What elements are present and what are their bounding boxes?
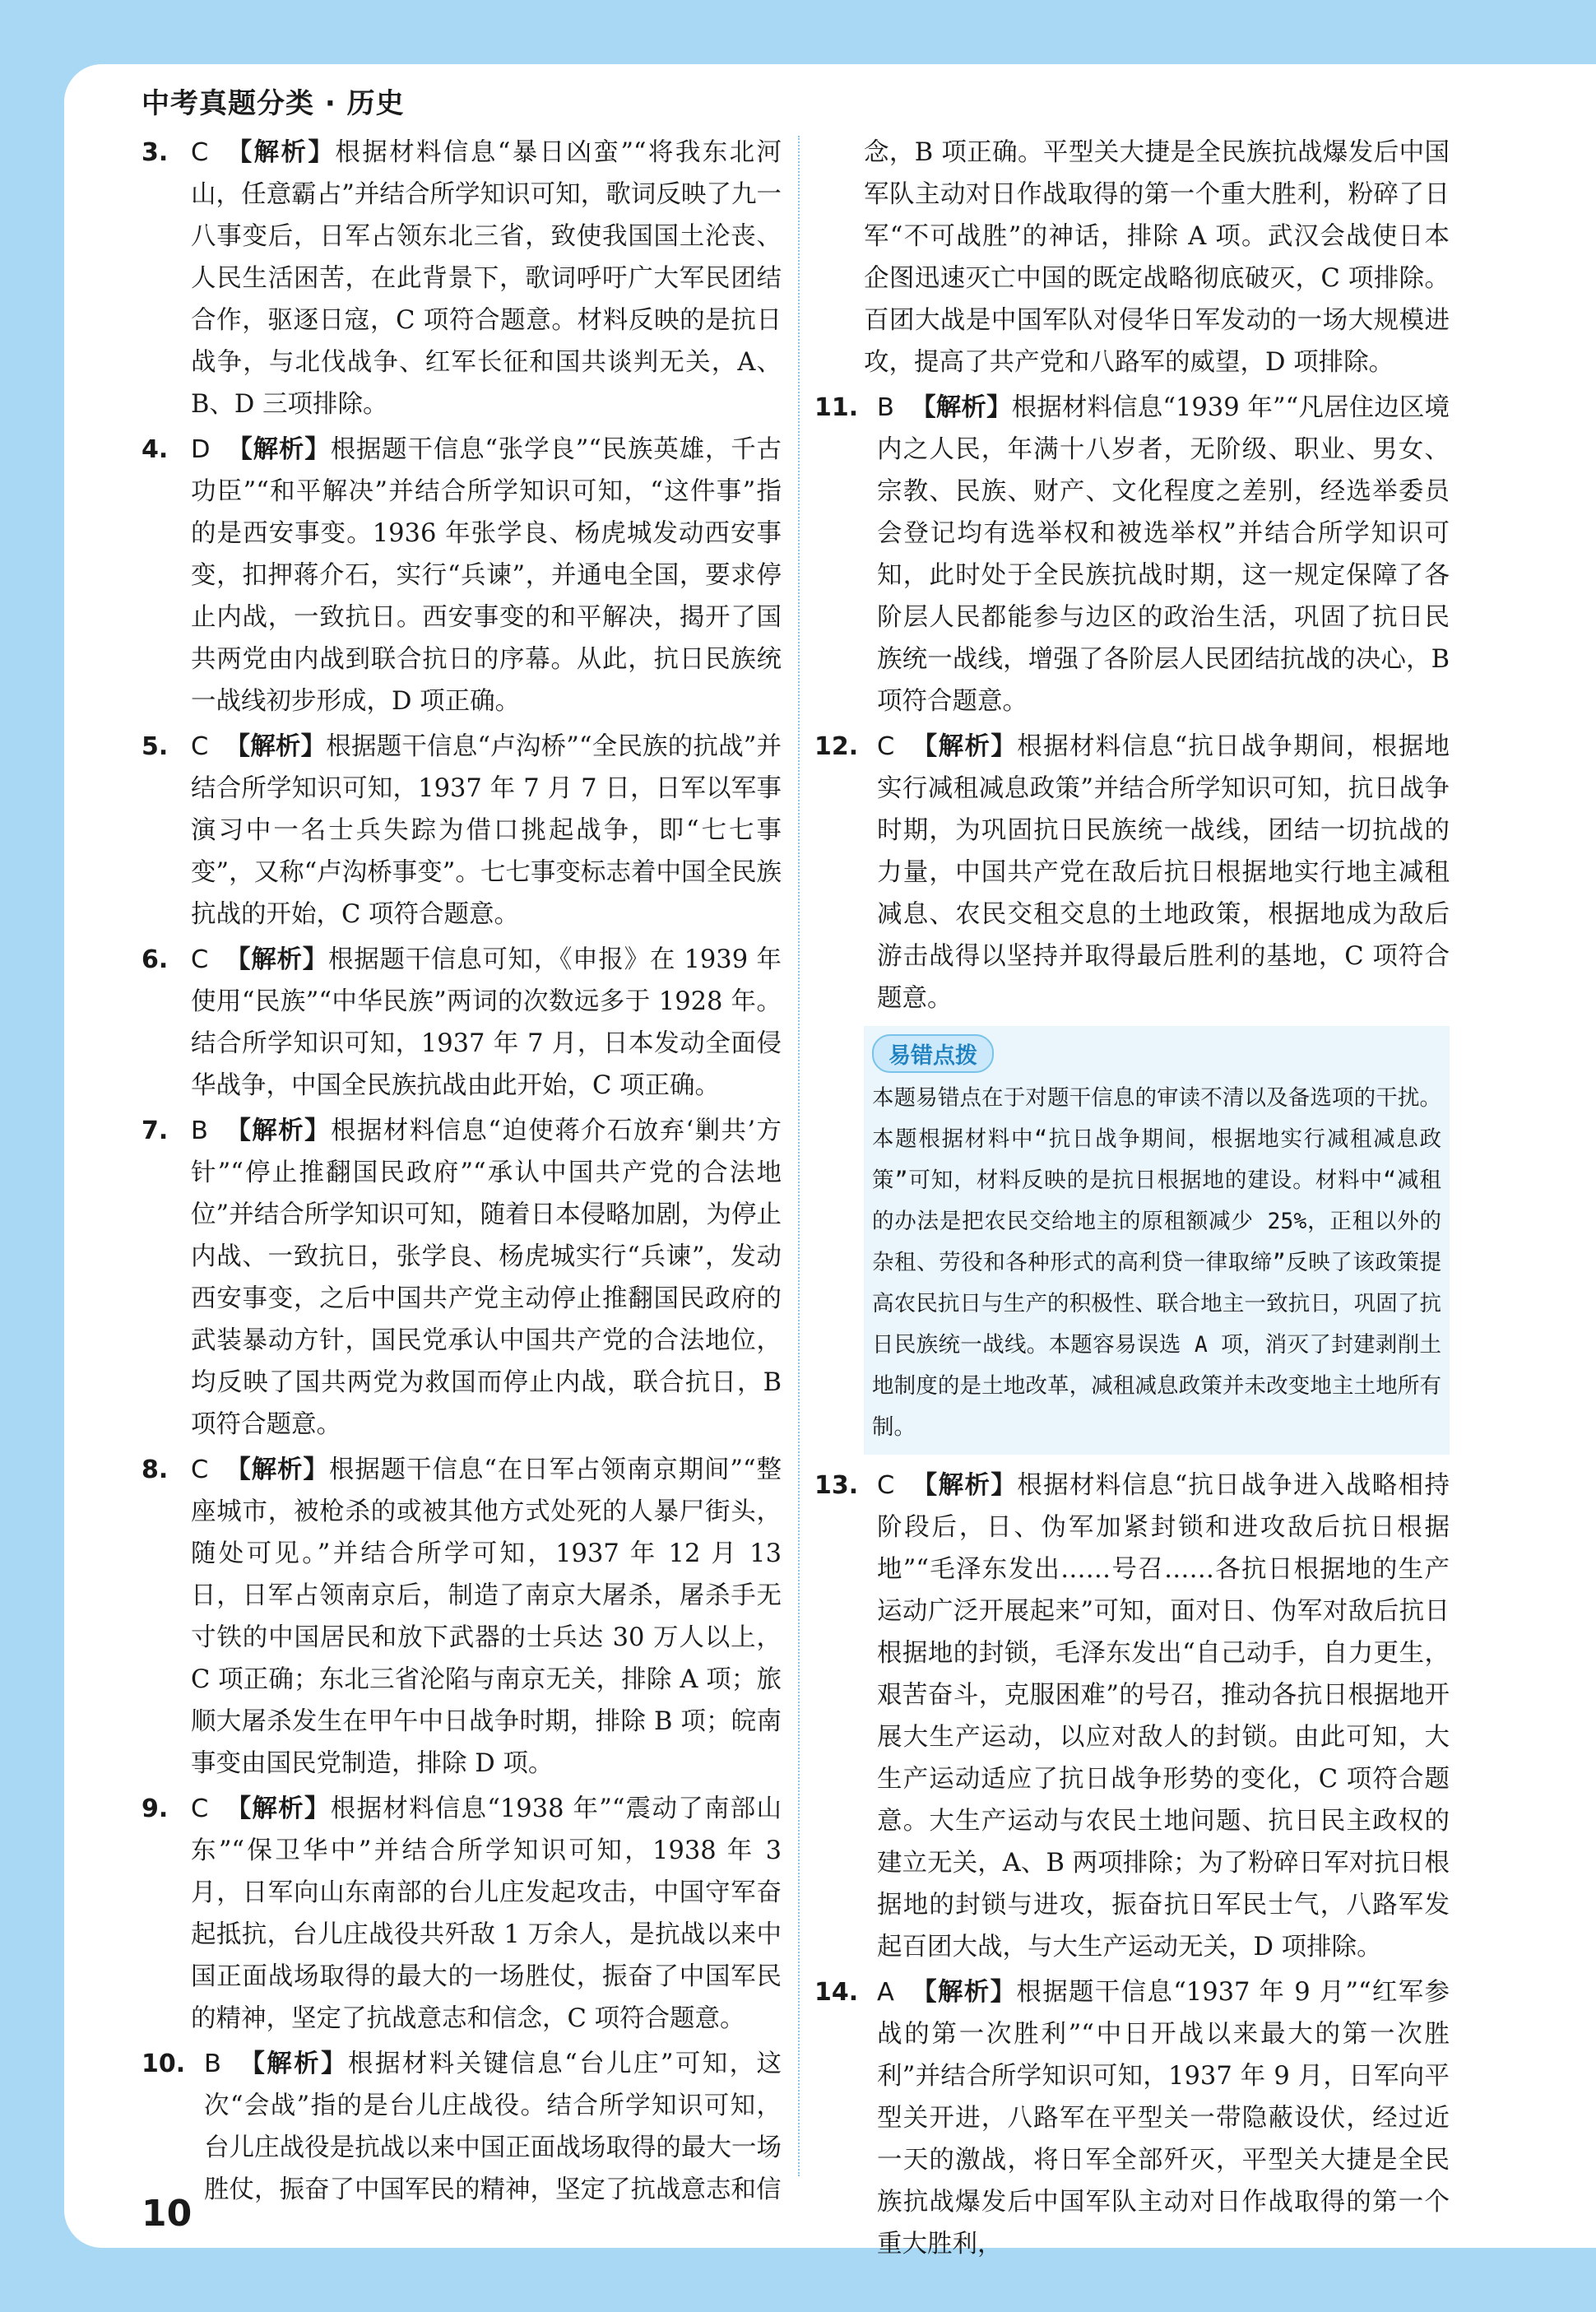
explanation-text: 根据题干信息“1937 年 9 月”“红军参战的第一次胜利”“中日开战以来最大的第一次胜利”并结合所学知识可知，1937 年 9 月，日军向平型关开进，八路军在平型关一带隐蔽设伏，经过近一天的激战，将日军全部歼灭，平型关大捷是全民族抗战爆发后中国军队主动对日作战取得的第一个重大胜利， bbox=[877, 1978, 1450, 2259]
jiexi-label: 【解析】 bbox=[225, 138, 336, 167]
jiexi-label: 【解析】 bbox=[225, 945, 329, 974]
jiexi-label: 【解析】 bbox=[911, 1471, 1018, 1500]
answer-letter: C bbox=[191, 1794, 209, 1823]
answer-item-10 bbox=[142, 2043, 782, 2211]
answer-letter: C bbox=[191, 945, 209, 974]
jiexi-label: 【解析】 bbox=[225, 1455, 329, 1484]
item-number: 5. bbox=[142, 732, 169, 761]
explanation-text: 根据材料关键信息“台儿庄”可知，这次“会战”指的是台儿庄战役。结合所学知识可知，台儿庄战役是抗战以来中国正面战场取得的最大一场胜仗，振奋了中国军民的精神，坚定了抗战意志和信 bbox=[204, 2050, 782, 2204]
jiexi-label: 【解析】 bbox=[911, 732, 1018, 761]
answer-item-5 bbox=[142, 726, 782, 935]
answer-item-14 bbox=[814, 1971, 1450, 2265]
explanation-text: 根据材料信息“1939 年”“凡居住边区境内之人民，年满十八岁者，无阶级、职业、男女、宗教、民族、财产、文化程度之差别，经选举委员会登记均有选举权和被选举权”并结合所学知识可知，此时处于全民族抗战时期，这一规定保障了各阶层人民都能参与边区的政治生活，巩固了抗日民族统一战线，增强了各阶层人民团结抗战的决心，B 项符合题意。 bbox=[877, 393, 1450, 716]
page-number: 10 bbox=[142, 2193, 193, 2235]
answer-letter: C bbox=[191, 732, 209, 761]
item-number: 14. bbox=[814, 1978, 859, 2007]
answer-item-13 bbox=[814, 1465, 1450, 1968]
answer-item-11 bbox=[814, 387, 1450, 722]
answer-item-12 bbox=[814, 726, 1450, 1019]
explanation-text: 根据材料信息“抗日战争期间，根据地实行减租减息政策”并结合所学知识可知，抗日战争时期，为巩固抗日民族统一战线，团结一切抗战的力量，中国共产党在敌后抗日根据地实行地主减租减息、农民交租交息的土地政策，根据地成为敌后游击战得以坚持并取得最后胜利的基地，C 项符合题意。 bbox=[877, 732, 1450, 1013]
error-tip-text: 本题易错点在于对题干信息的审读不清以及备选项的干扰。本题根据材料中“抗日战争期间，根据地实行减租减息政策”可知，材料反映的是抗日根据地的建设。材料中“减租的办法是把农民交给地主的原租额减少 25%，正租以外的杂租、劳役和各种形式的高利贷一律取缔”反映了该政策提高农民抗日与生产的积极性、联合地主一致抗日，巩固了抗日民族统一战线。本题容易误选 A 项，消灭了封建剥削土地制度的是土地改革，减租减息政策并未改变地主土地所有制。 bbox=[872, 1085, 1441, 1440]
column-divider bbox=[798, 136, 800, 2176]
answer-item-7 bbox=[142, 1110, 782, 1446]
item-number: 4. bbox=[142, 435, 169, 464]
item-number: 7. bbox=[142, 1117, 169, 1145]
answer-item-3 bbox=[142, 132, 782, 425]
answer-item-9 bbox=[142, 1788, 782, 2040]
item-number: 13. bbox=[814, 1471, 859, 1500]
item-number: 10. bbox=[142, 2050, 186, 2078]
error-tip-box bbox=[864, 1026, 1450, 1455]
answer-item-6 bbox=[142, 939, 782, 1107]
jiexi-label: 【解析】 bbox=[237, 2050, 348, 2078]
jiexi-label: 【解析】 bbox=[225, 1794, 331, 1823]
explanation-text: 根据题干信息“卢沟桥”“全民族的抗战”并结合所学知识可知，1937 年 7 月 7 日，日军以军事演习中一名士兵失踪为借口挑起战争，即“七七事变”，又称“卢沟桥事变”。七七事变标志着中国全民族抗战的开始，C 项符合题意。 bbox=[191, 732, 782, 929]
explanation-text: 根据题干信息“在日军占领南京期间”“整座城市，被枪杀的或被其他方式处死的人暴尸街头，随处可见。”并结合所学可知，1937 年 12 月 13 日，日军占领南京后，制造了南京大屠杀，屠杀手无寸铁的中国居民和放下武器的士兵达 30 万人以上，C 项正确；东北三省沦陷与南京无关，排除 A 项；旅顺大屠杀发生在甲午中日战争时期，排除 B 项；皖南事变由国民党制造，排除 D 项。 bbox=[191, 1455, 782, 1778]
explanation-text: 根据材料信息“1938 年”“震动了南部山东”“保卫华中”并结合所学知识可知，1938 年 3 月，日军向山东南部的台儿庄发起攻击，中国守军奋起抵抗，台儿庄战役共歼敌 1 万余人，是抗战以来中国正面战场取得的最大的一场胜仗，振奋了中国军民的精神，坚定了抗战意志和信念，C 项符合题意。 bbox=[191, 1794, 782, 2033]
item-number: 3. bbox=[142, 138, 169, 167]
explanation-text: 根据题干信息“张学良”“民族英雄，千古功臣”“和平解决”并结合所学知识可知，“这件事”指的是西安事变。1936 年张学良、杨虎城发动西安事变，扣押蒋介石，实行“兵谏”，并通电全国，要求停止内战，一致抗日。西安事变的和平解决，揭开了国共两党由内战到联合抗日的序幕。从此，抗日民族统一战线初步形成，D 项正确。 bbox=[191, 435, 782, 716]
page-header: 中考真题分类 · 历史 bbox=[142, 87, 405, 120]
answer-item-8 bbox=[142, 1449, 782, 1785]
answer-letter: D bbox=[191, 435, 211, 464]
jiexi-label: 【解析】 bbox=[225, 732, 327, 761]
item-number: 8. bbox=[142, 1455, 169, 1484]
explanation-text: 根据材料信息“迫使蒋介石放弃‘剿共’方针”“停止推翻国民政府”“承认中国共产党的合法地位”并结合所学知识可知，随着日本侵略加剧，为停止内战、一致抗日，张学良、杨虎城实行“兵谏”，发动西安事变，之后中国共产党主动停止推翻国民政府的武装暴动方针，国民党承认中国共产党的合法地位，均反映了国共两党为救国而停止内战，联合抗日，B 项符合题意。 bbox=[191, 1117, 782, 1439]
answer-letter: B bbox=[204, 2050, 221, 2078]
answer-letter: B bbox=[877, 393, 894, 422]
jiexi-label: 【解析】 bbox=[910, 1978, 1017, 2007]
answer-letter: B bbox=[191, 1117, 208, 1145]
jiexi-label: 【解析】 bbox=[910, 393, 1012, 422]
explanation-text: 根据题干信息可知，《申报》在 1939 年使用“民族”“中华民族”两词的次数远多于 1928 年。结合所学知识可知，1937 年 7 月，日本发动全面侵华战争，中国全民族抗战由此开始，C 项正确。 bbox=[191, 945, 782, 1100]
answer-letter: C bbox=[191, 1455, 209, 1484]
right-column bbox=[814, 132, 1450, 2268]
item-number: 9. bbox=[142, 1794, 169, 1823]
answer-letter: C bbox=[877, 732, 895, 761]
answer-item-4 bbox=[142, 429, 782, 722]
explanation-text: 根据材料信息“暴日凶蛮”“将我东北河山，任意霸占”并结合所学知识可知，歌词反映了九一八事变后，日军占领东北三省，致使我国国土沦丧、人民生活困苦，在此背景下，歌词呼吁广大军民团结合作，驱逐日寇，C 项符合题意。材料反映的是抗日战争，与北伐战争、红军长征和国共谈判无关，A、B、D 三项排除。 bbox=[191, 138, 782, 419]
item-number: 6. bbox=[142, 945, 169, 974]
explanation-text: 根据材料信息“抗日战争进入战略相持阶段后，日、伪军加紧封锁和进攻敌后抗日根据地”“毛泽东发出……号召……各抗日根据地的生产运动广泛开展起来”可知，面对日、伪军对敌后抗日根据地的封锁，毛泽东发出“自己动手，自力更生，艰苦奋斗，克服困难”的号召，推动各抗日根据地开展大生产运动，以应对敌人的封锁。由此可知，大生产运动适应了抗日战争形势的变化，C 项符合题意。大生产运动与农民土地问题、抗日民主政权的建立无关，A、B 两项排除；为了粉碎日军对抗日根据地的封锁与进攻，振奋抗日军民士气，八路军发起百团大战，与大生产运动无关，D 项排除。 bbox=[877, 1471, 1450, 1961]
continued-text: 念，B 项正确。平型关大捷是全民族抗战爆发后中国军队主动对日作战取得的第一个重大胜利，粉碎了日军“不可战胜”的神话，排除 A 项。武汉会战使日本企图迅速灭亡中国的既定战略彻底破灭，C 项排除。百团大战是中国军队对侵华日军发动的一场大规模进攻，提高了共产党和八路军的威望，D 项排除。 bbox=[864, 138, 1450, 377]
item-number: 11. bbox=[814, 393, 859, 422]
answer-letter: C bbox=[877, 1471, 895, 1500]
answer-letter: A bbox=[877, 1978, 894, 2007]
jiexi-label: 【解析】 bbox=[224, 1117, 331, 1145]
answer-letter: C bbox=[191, 138, 209, 167]
item-number: 12. bbox=[814, 732, 859, 761]
error-tip-badge: 易错点拨 bbox=[872, 1034, 994, 1073]
left-column bbox=[142, 132, 782, 2214]
jiexi-label: 【解析】 bbox=[226, 435, 331, 464]
